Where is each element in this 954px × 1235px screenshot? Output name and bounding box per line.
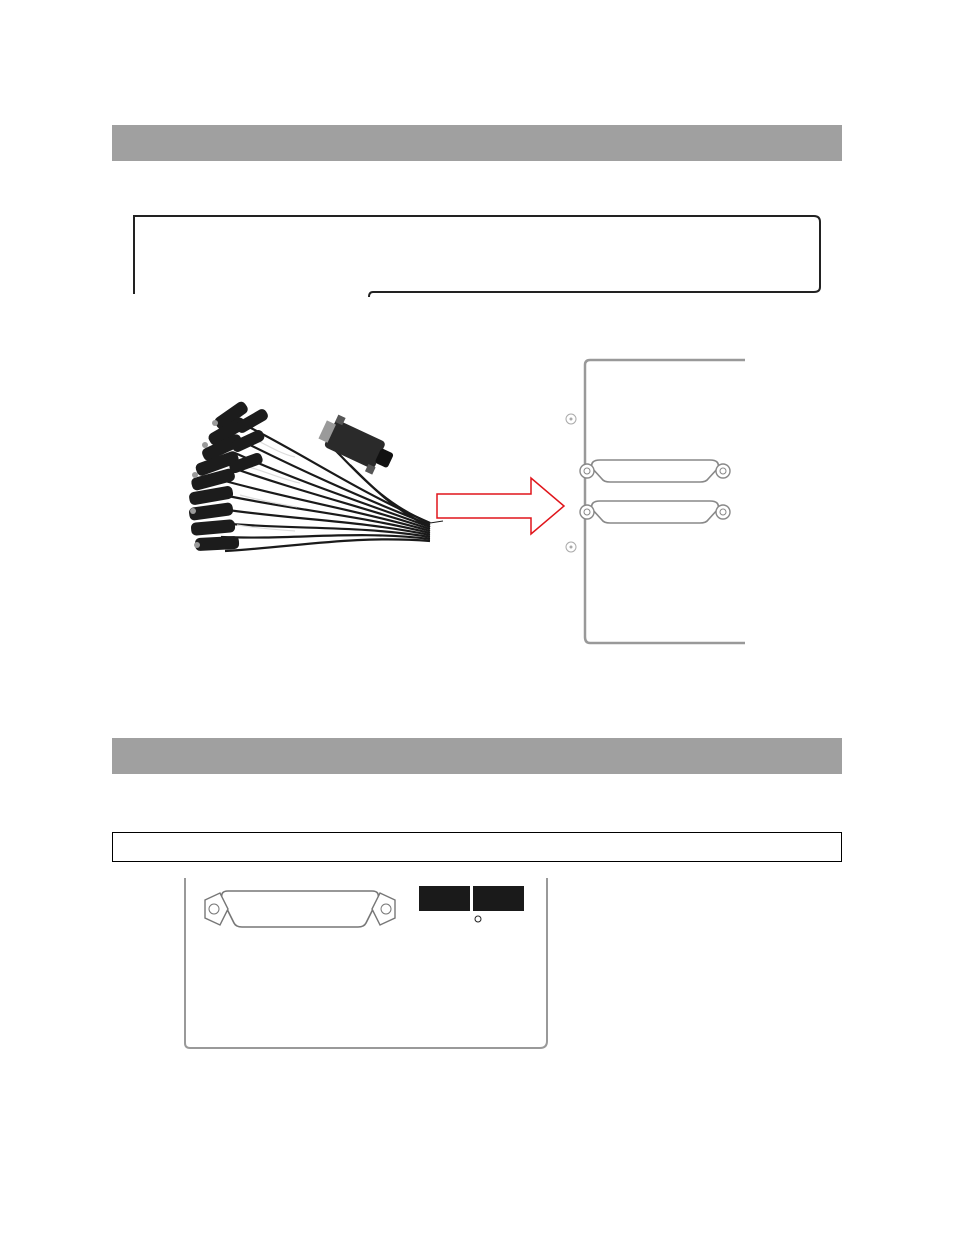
section-header-bar bbox=[112, 738, 842, 774]
terminal-panel-illustration bbox=[180, 875, 552, 1053]
db25-port bbox=[580, 460, 730, 482]
note-box bbox=[112, 832, 842, 862]
dip-switch-right bbox=[473, 886, 524, 911]
dvr-rear-panel-excerpt bbox=[560, 355, 750, 650]
connect-direction-arrow bbox=[436, 477, 566, 535]
ohm-icon bbox=[475, 916, 481, 922]
breakout-cable-image bbox=[185, 395, 445, 570]
bnc-b-db25-port bbox=[205, 891, 395, 927]
db25-port bbox=[580, 501, 730, 523]
dip-switch-left bbox=[419, 886, 470, 911]
rear-panel-bnc-illustration bbox=[0, 0, 954, 320]
